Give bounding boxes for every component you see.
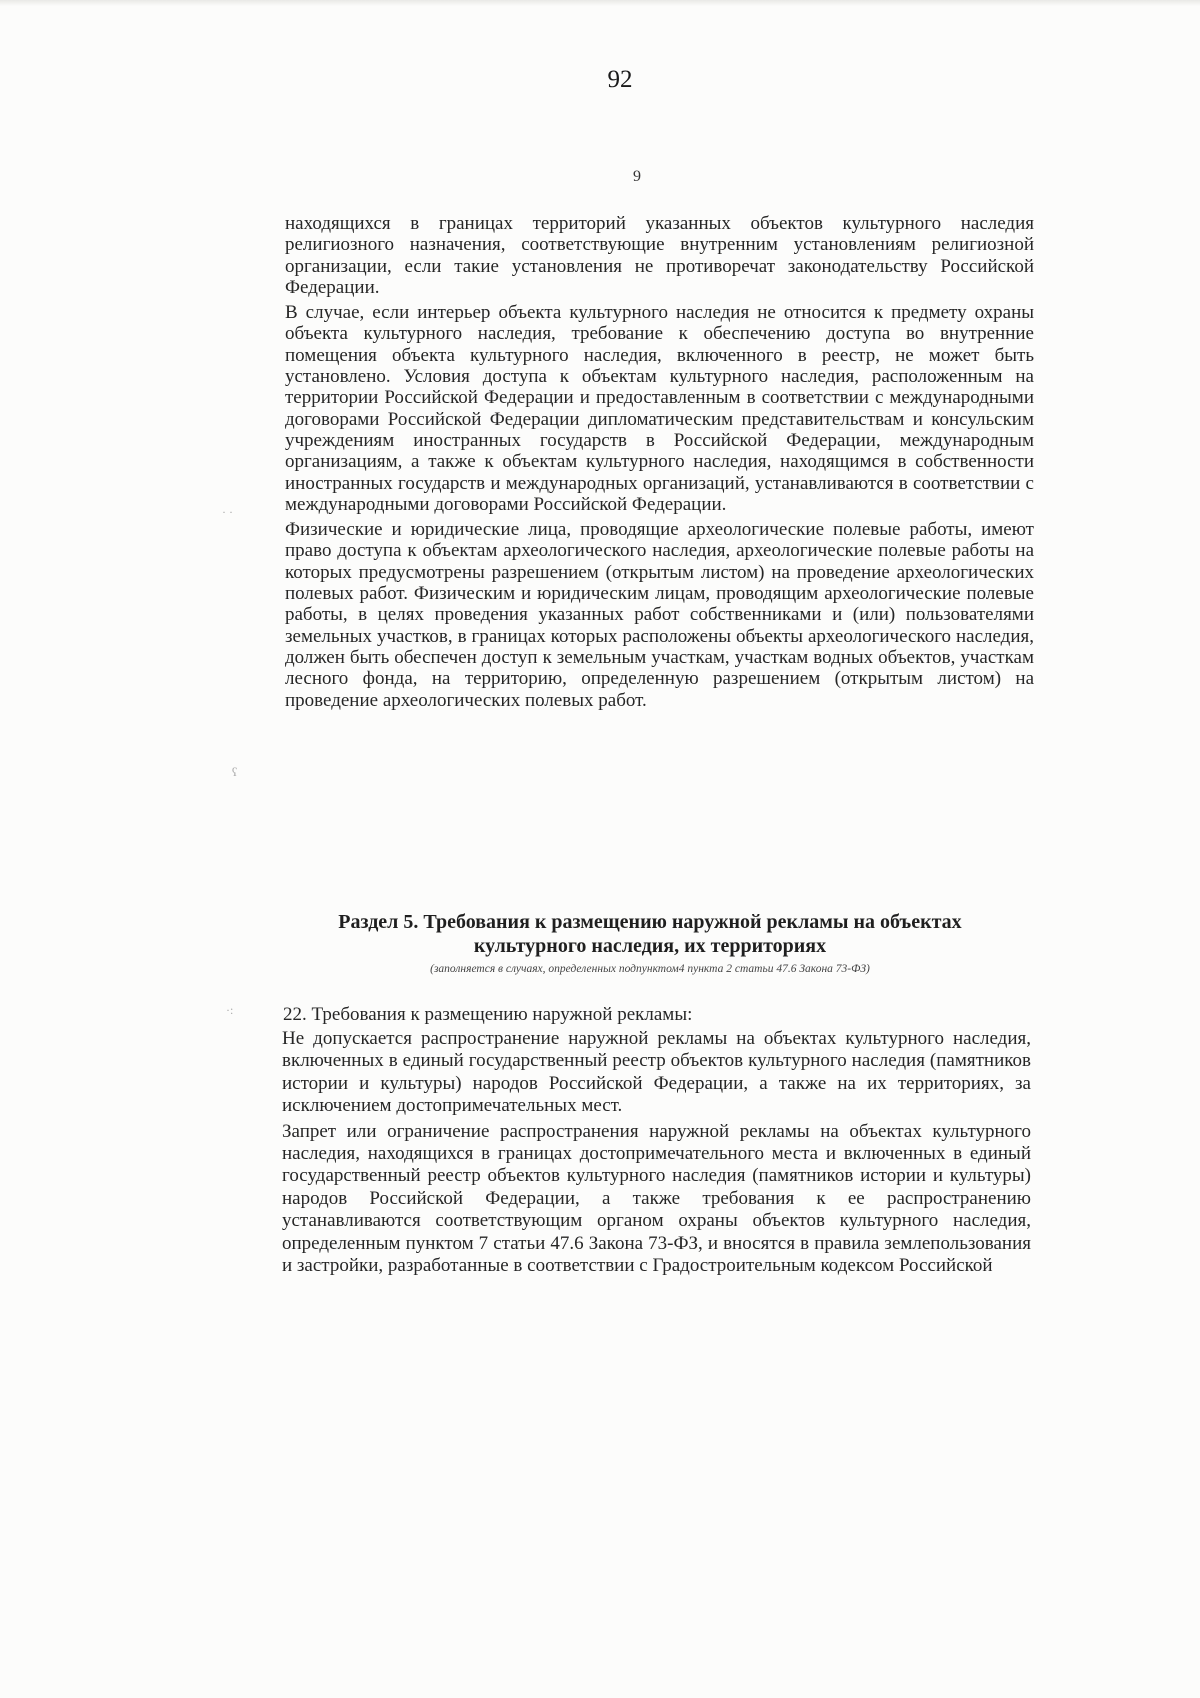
paragraph-religious-objects: находящихся в границах территорий указанных объектов культурного наследия религиозного назначения, соответствующие внутренним установлениям религиозной организации, если такие установления не противоречат законодательству Российской Федерации.: [285, 213, 1034, 298]
margin-scan-mark: ʕ: [232, 765, 238, 779]
section-heading-line-2: культурного наследия, их территориях: [473, 935, 827, 957]
margin-scan-mark: · ·: [222, 505, 233, 519]
margin-scan-mark: ·:: [226, 1003, 234, 1017]
sheet-number: 9: [633, 168, 641, 185]
section-5-heading: [300, 910, 1000, 958]
paragraph-interior-access: В случае, если интерьер объекта культурного наследия не относится к предмету охраны объекта культурного наследия, требование к обеспечению доступа во внутренние помещения объекта культурного наследия, включенного в реестр, не может быть установлено. Условия доступа к объектам культурного наследия, расположенным на территории Российской Федерации и предоставленным в соответствии с международными договорами Российской Федерации дипломатическим представительствам и консульским учреждениям иностранных государств в Российской Федерации, международным организациям, а также к объектам культурного наследия, находящимся в собственности иностранных государств и международных организаций, устанавливаются в соответствии с международными договорами Российской Федерации.: [285, 302, 1034, 515]
body-text-lower: [282, 1028, 1031, 1280]
paragraph-advertising-restriction: Запрет или ограничение распространения наружной рекламы на объектах культурного наследия, находящихся в границах достопримечательного места и включенных в единый государственный реестр объектов культурного наследия (памятников истории и культуры) народов Российской Федерации, а также требования к ее распространению устанавливаются соответствующим органом охраны объектов культурного наследия, определенным пунктом 7 статьи 47.6 Закона 73-ФЗ, и вносятся в правила землепользования и застройки, разработанные в соответствии с Градостроительным кодексом Российской: [282, 1120, 1031, 1277]
paragraph-advertising-ban: Не допускается распространение наружной рекламы на объектах культурного наследия, включенных в единый государственный реестр объектов культурного наследия (памятников истории и культуры) народов Российской Федерации, а также на их территориях, за исключением достопримечательных мест.: [282, 1028, 1031, 1117]
scan-top-edge: [0, 0, 1200, 6]
paragraph-archaeological-access: Физические и юридические лица, проводящие археологические полевые работы, имеют право доступа к объектам археологического наследия, археологические полевые работы на которых предусмотрены разрешением (открытым листом) на проведение археологических полевых работ. Физическим и юридическим лицам, проводящим археологические полевые работы, в целях проведения указанных работ собственниками и (или) пользователями земельных участков, в границах которых расположены объекты археологического наследия, должен быть обеспечен доступ к земельным участкам, участкам водных объектов, участкам лесного фонда, на территорию, определенную разрешением (открытым листом) на проведение археологических полевых работ.: [285, 519, 1034, 711]
page-number: 92: [607, 66, 633, 93]
section-heading-line-1: Раздел 5. Требования к размещению наружной рекламы на объектах: [338, 911, 962, 933]
section-5-note: (заполняется в случаях, определенных подпунктом4 пункта 2 статьи 47.6 Закона 73-ФЗ): [430, 963, 870, 975]
item-22-title: 22. Требования к размещению наружной рекламы:: [283, 1004, 693, 1025]
body-text-upper: [285, 213, 1034, 715]
